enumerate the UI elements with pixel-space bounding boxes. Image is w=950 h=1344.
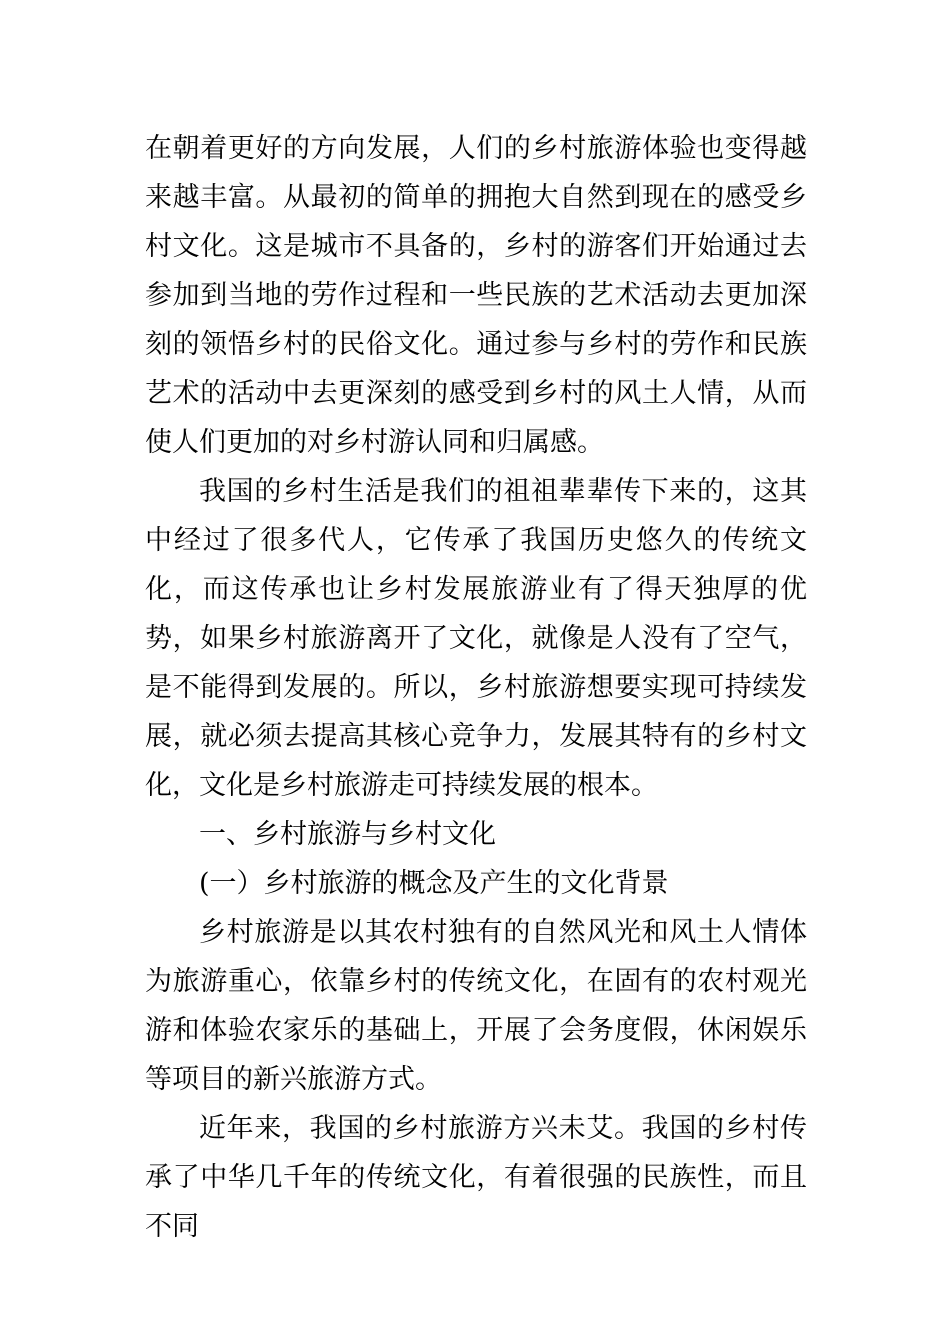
section-heading: 一、乡村旅游与乡村文化: [199, 819, 496, 850]
paragraph: 我国的乡村生活是我们的祖祖辈辈传下来的，这其中经过了很多代人，它传承了我国历史悠久的传统文化，而这传承也让乡村发展旅游业有了得天独厚的优势，如果乡村旅游离开了文化，就像是人没有了空气，是不能得到发展的。所以，乡村旅游想要实现可持续发展，就必须去提高其核心竞争力，发展其特有的乡村文化，文化是乡村旅游走可持续发展的根本。: [145, 476, 807, 801]
paragraph: 乡村旅游是以其农村独有的自然风光和风土人情体为旅游重心，依靠乡村的传统文化，在固有的农村观光游和体验农家乐的基础上，开展了会务度假，休闲娱乐等项目的新兴旅游方式。: [145, 917, 807, 1095]
document-body: [145, 124, 807, 1251]
paragraph: 近年来，我国的乡村旅游方兴未艾。我国的乡村传承了中华几千年的传统文化，有着很强的民族性，而且不同: [145, 1113, 807, 1242]
paragraph-continuation: 在朝着更好的方向发展，人们的乡村旅游体验也变得越来越丰富。从最初的简单的拥抱大自然到现在的感受乡村文化。这是城市不具备的，乡村的游客们开始通过去参加到当地的劳作过程和一些民族的艺术活动去更加深刻的领悟乡村的民俗文化。通过参与乡村的劳作和民族艺术的活动中去更深刻的感受到乡村的风土人情，从而使人们更加的对乡村游认同和归属感。: [145, 133, 807, 458]
subsection-heading: (一）乡村旅游的概念及产生的文化背景: [199, 868, 669, 899]
